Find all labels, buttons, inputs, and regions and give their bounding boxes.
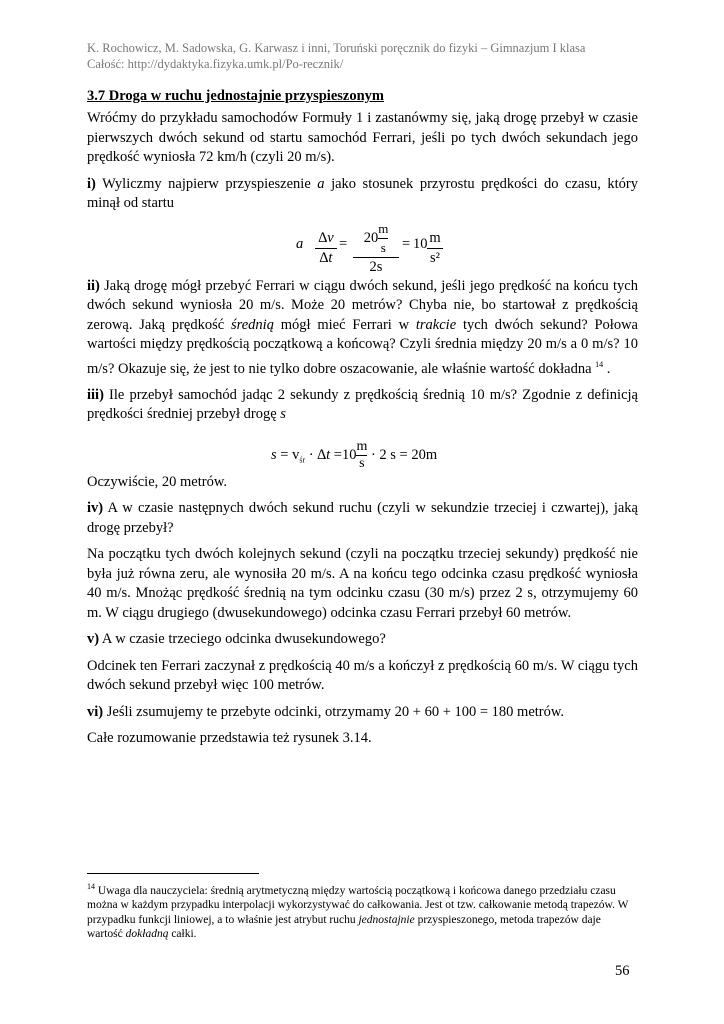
eq1-den1: ∆t bbox=[319, 249, 333, 266]
eq2-rest: · 2 s = 20m bbox=[370, 446, 438, 463]
step-i-paragraph bbox=[87, 175, 638, 214]
eq1-num2-unit bbox=[378, 221, 388, 256]
conclusion-iii: Oczywiście, 20 metrów. bbox=[87, 473, 227, 490]
eq2-val: 10 bbox=[341, 446, 357, 463]
eq1-fraction-value bbox=[353, 221, 399, 276]
eq2-dt: ∆t bbox=[317, 446, 331, 463]
footnote-divider bbox=[87, 873, 259, 874]
section-title: 3.7 Droga w ruchu jednostajnie przyspieszonym bbox=[87, 88, 384, 104]
step-iii-var-s: s bbox=[280, 406, 286, 423]
step-ii-em2: trakcie bbox=[415, 316, 457, 333]
footnote-em2: dokładną bbox=[125, 928, 169, 941]
eq2-equals-2: = bbox=[333, 446, 342, 463]
step-ii-label: ii) bbox=[87, 277, 100, 294]
eq2-line bbox=[271, 439, 437, 472]
eq2-equals: = bbox=[280, 446, 289, 463]
running-header bbox=[87, 40, 638, 72]
acceleration-equation bbox=[87, 216, 638, 274]
step-ii-em1: średnią bbox=[231, 316, 274, 333]
step-ii-paragraph bbox=[87, 277, 638, 379]
step-iv-paragraph bbox=[87, 499, 638, 538]
step-ii-text-a: Jaką drogę mógł przebyć Ferrari w ciągu dwóch sekund, jeśli jego prędkość na końcu tych dwóch sekund wyniosła 20 m/s. Może 20 metrów? Chyba nie, bo startował z prędkością zerową. Jaką prędkość bbox=[87, 277, 638, 333]
header-url: Całość: http://dydaktyka.fizyka.umk.pl/Po-recznik/ bbox=[87, 57, 344, 71]
eq2-unit-top: m bbox=[356, 438, 368, 454]
step-v-label: v) bbox=[87, 631, 100, 648]
eq1-result-unit-bottom: s² bbox=[430, 249, 440, 266]
step-iv-text: A w czasie następnych dwóch sekund ruchu (czyli w sekundzie trzeciej i czwartej), jaką drogę przebył? bbox=[87, 500, 638, 536]
step-i-label: i) bbox=[87, 175, 96, 192]
eq1-lhs: a bbox=[296, 235, 304, 252]
eq1-num1: ∆v bbox=[318, 229, 334, 246]
step-v-paragraph bbox=[87, 630, 638, 650]
footnote-ref-14[interactable]: 14 bbox=[595, 359, 604, 369]
footnote-text-c: całki. bbox=[168, 928, 197, 941]
eq2-v: v bbox=[292, 446, 300, 463]
page-content bbox=[87, 40, 638, 749]
eq1-result-unit-top: m bbox=[429, 229, 441, 246]
eq1-num2-unit-top: m bbox=[378, 220, 389, 236]
eq1-num2 bbox=[353, 221, 399, 256]
eq1-equals-1: = bbox=[339, 235, 348, 252]
step-v-text: A w czasie trzeciego odcinka dwusekundowego? bbox=[99, 631, 386, 648]
step-ii-text-c: tych dwóch sekund? Połowa wartości między prędkością początkową a końcową? Czyli średnia między 20 m/s a 0 m/s? 10 m/s? Okazuje się, że jest to nie tylko dobre oszacowanie, ale właśnie wartość dokładna bbox=[87, 316, 638, 377]
eq1-fraction-dv-dt bbox=[315, 221, 337, 267]
step-iv-label: iv) bbox=[87, 500, 104, 517]
step-vi-label: vi) bbox=[87, 703, 104, 720]
eq1-num2-value: 20 bbox=[363, 229, 379, 246]
footnote-14 bbox=[87, 880, 638, 942]
eq1-den2: 2s bbox=[369, 258, 383, 275]
footnote-text-b: przyspieszonego, metoda trapezów daje wartość bbox=[87, 913, 601, 941]
step-iii-text-a: Ile przebył samochód jadąc 2 sekundy z prędkością średnią 10 m/s? Zgodnie z definicją prędkości średniej przebył drogę bbox=[87, 386, 638, 423]
footnote-number: 14 bbox=[87, 882, 95, 891]
eq2-v-sub: śr bbox=[299, 455, 306, 465]
eq1-num2-unit-bottom: s bbox=[380, 239, 386, 255]
eq2-unit-bottom: s bbox=[359, 455, 365, 471]
step-ii-text-d: . bbox=[603, 360, 611, 377]
intro-paragraph: Wróćmy do przykładu samochodów Formuły 1 i zastanówmy się, jaką drogę przebył w czasie pierwszych dwóch sekund od startu samochód Ferrari, jeśli po tych dwóch sekundach jego prędkość wyniosła 72 km/h (czyli 20 m/s). bbox=[87, 110, 638, 165]
footnote-em1: jednostajnie bbox=[358, 913, 415, 926]
closing-paragraph: Całe rozumowanie przedstawia też rysunek 3.14. bbox=[87, 730, 372, 747]
eq1-result-unit bbox=[427, 221, 443, 267]
step-v-answer: Odcinek ten Ferrari zaczynał z prędkością 40 m/s a kończył z prędkością 60 m/s. W ciągu tych dwóch sekund przebył więc 100 metrów. bbox=[87, 657, 638, 694]
distance-equation bbox=[87, 431, 638, 471]
step-vi-paragraph bbox=[87, 703, 638, 723]
step-vi-text: Jeśli zsumujemy te przebyte odcinki, otrzymamy 20 + 60 + 100 = 180 metrów. bbox=[103, 703, 565, 720]
step-iii-label: iii) bbox=[87, 386, 104, 403]
step-i-text-b: jako stosunek przyrostu prędkości do czasu, który minął od startu bbox=[87, 175, 638, 211]
step-i-text-a: Wyliczmy najpierw przyspieszenie bbox=[95, 175, 318, 192]
eq1-equals-2: = bbox=[402, 235, 411, 252]
step-iv-answer: Na początku tych dwóch kolejnych sekund (czyli na początku trzeciej sekundy) prędkość nie była już równa zeru, ale wynosiła 20 m/s. A na końcu tego odcinka czasu prędkość wyniosła 40 m/s. Mnożąc prędkość średnią na tym odcinku czasu (30 m/s) przez 2 s, otrzymujemy 60 m. W ciągu drugiego (dwusekundowego) odcinka czasu Ferrari przebył 60 metrów. bbox=[87, 546, 638, 621]
step-iii-paragraph bbox=[87, 386, 638, 425]
eq1-result: 10 bbox=[413, 235, 428, 252]
header-authors: K. Rochowicz, M. Sadowska, G. Karwasz i inni, Toruński poręcznik do fizyki – Gimnazjum I klasa bbox=[87, 41, 586, 55]
footnote-text-a: Uwaga dla nauczyciela: średnią arytmetyczną między wartością początkową i końcowa danego przedziału czasu można w każdym przypadku interpolacji wykorzystywać do całkowania. Jest ot tzw. całkowanie metodą trapezów. W przypadku funkcji liniowej, a to właśnie jest atrybut ruchu bbox=[87, 884, 629, 926]
step-ii-text-b: mógł mieć Ferrari w bbox=[273, 316, 416, 333]
eq2-lhs: s bbox=[271, 446, 277, 463]
page-number: 56 bbox=[615, 963, 630, 979]
eq2-dot: · bbox=[308, 446, 314, 463]
eq2-unit bbox=[356, 439, 367, 472]
step-i-var-a: a bbox=[317, 175, 325, 192]
